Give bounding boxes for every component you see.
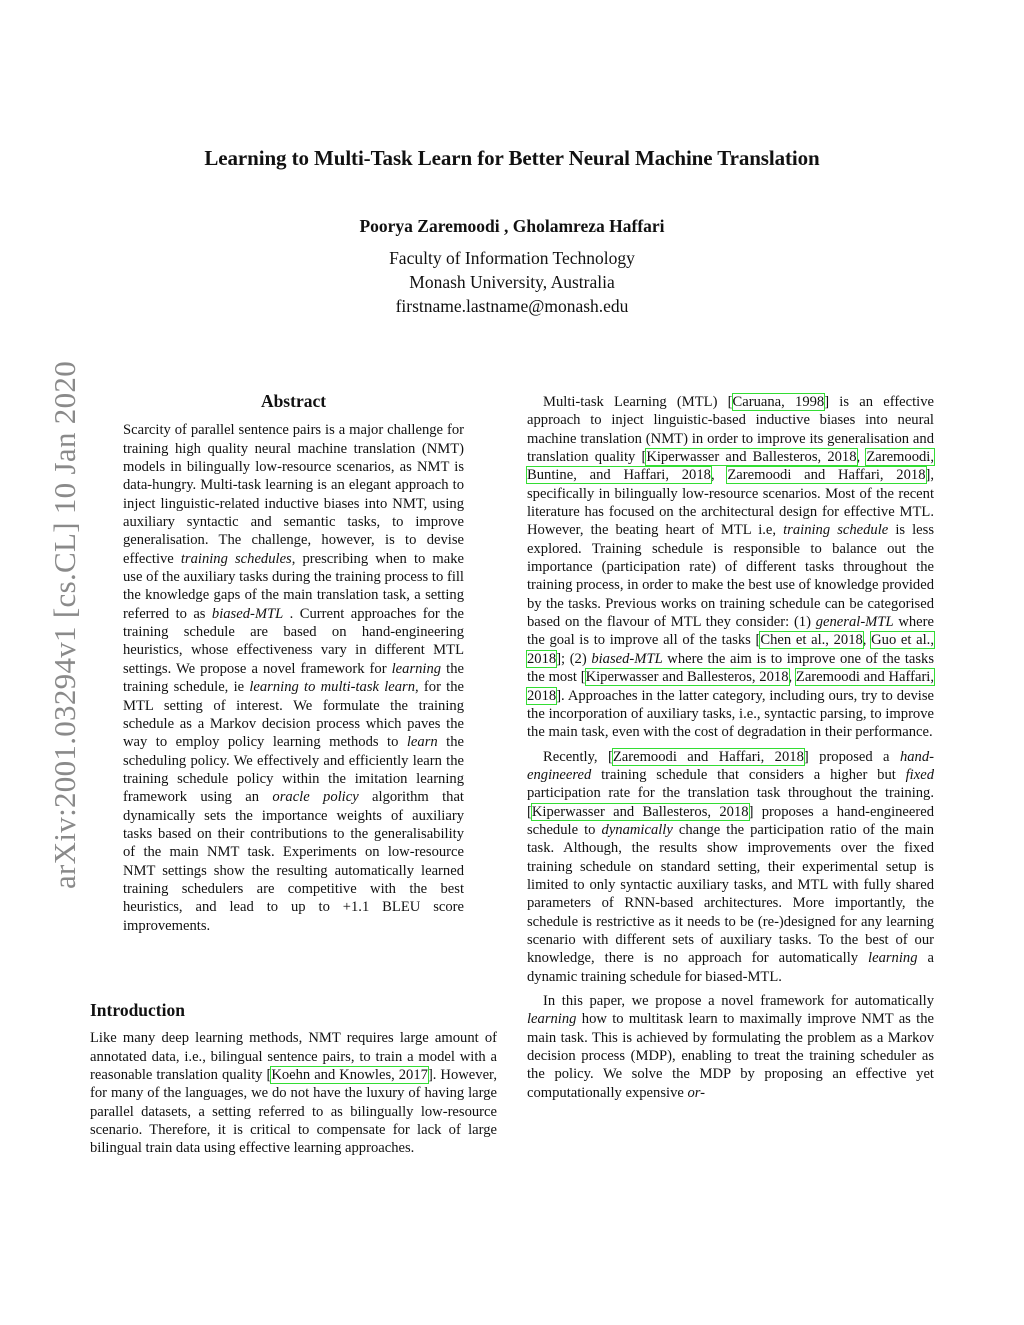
citation-link[interactable]: Zaremoodi, Buntine, and Haffari, 2018 bbox=[527, 449, 935, 484]
abstract-text: Scarcity of parallel sentence pairs is a major challenge for training high quality neural machine translation (NMT) models in bilingually low-resource scenarios, as NMT is data-hungry. Multi-task learning is an elegant approach to inject linguistic-related inductive biases into NMT, using auxiliary syntactic and semantic tasks, to improve generalisation. The challenge, however, is to devise effective training schedules, prescribing when to make use of the auxiliary tasks during the training process to fill the knowledge gaps of the main translation task, a setting referred to as biased-MTL . Current approaches for the training schedule are based on hand-engineering heuristics, whose effectiveness vary in different MTL settings. We propose a novel framework for learning the training schedule, ie learning to multi-task learn, for the MTL setting of interest. We formulate the training schedule as a Markov decision process which paves the way to employ policy learning methods to learn the scheduling policy. We effectively and efficiently learn the training schedule policy within the imitation learning framework using an oracle policy algorithm that dynamically sets the importance weights of auxiliary tasks based on their contributions to the generalisability of the main NMT task. Experiments on low-resource NMT settings show the resulting automatically learned training schedulers are competitive with the best heuristics, and lead to up to +1.1 BLEU score improvements. bbox=[123, 422, 465, 934]
affiliation-email: firstname.lastname@monash.edu bbox=[395, 296, 629, 316]
citation-link[interactable]: Kiperwasser and Ballesteros, 2018 bbox=[531, 803, 749, 820]
abstract-section bbox=[123, 392, 464, 935]
abstract-heading: Abstract bbox=[260, 391, 327, 411]
affiliation-line: Monash University, Australia bbox=[409, 272, 615, 292]
citation-link[interactable]: Zaremoodi and Haffari, 2018 bbox=[612, 748, 804, 765]
mtl-paragraph: Multi-task Learning (MTL) [Caruana, 1998] is an effective approach to inject linguistic-based inductive biases into neural machine translation (NMT) in order to improve its generalisation and translation quality [Kiperwasser and Ballesteros, 2018, Zaremoodi, Buntine, and Haffari, 2018, Zaremoodi and Haffari, 2018], specifically in bilingually low-resource scenarios. Most of the recent literature has focused on the architectural design for effective MTL. However, the beating heart of MTL i.e, training schedule is less explored. Training schedule is responsible to balance out the importance (participation rate) of different tasks throughout the training process, in order to make the best use of knowledge provided by the tasks. Previous works on training schedule can be categorised based on the flavour of MTL they consider: (1) general-MTL where the goal is to improve all of the tasks [Chen et al., 2018, Guo et al., 2018]; (2) biased-MTL where the aim is to improve one of the tasks the most [Kiperwasser and Ballesteros, 2018, Zaremoodi and Haffari, 2018]. Approaches in the latter category, including ours, try to devise the incorporation of auxiliary tasks, i.e., syntactic parsing, to improve the main task, even with the cost of degradation in their performance. bbox=[527, 394, 935, 741]
citation-link[interactable]: Zaremoodi and Haffari, 2018 bbox=[527, 669, 935, 704]
affiliation bbox=[200, 246, 824, 318]
citation-link[interactable]: Caruana, 1998 bbox=[732, 394, 825, 410]
recently-paragraph: Recently, [Zaremoodi and Haffari, 2018] proposed a hand-engineered training schedule that considers a higher but fixed participation rate for the translation task throughout the training. [Kiperwasser and Ballesteros, 2018] proposes a hand-engineered schedule to dynamically change the participation ratio of the main task. Although, the results show improvements over the fixed training schedule on standard setting, their experimental setup is limited to only syntactic auxiliary tasks, and MTL with fully shared parameters of RNN-based architectures. More importantly, the schedule is restrictive as it needs to be (re-)designed for any learning scenario with different sets of auxiliary tasks. To the best of our knowledge, there is no approach for automatically learning a dynamic training schedule for biased-MTL. bbox=[527, 748, 935, 985]
introduction-heading: Introduction bbox=[90, 1000, 185, 1020]
paper-title: Learning to Multi-Task Learn for Better Neural Machine Translation bbox=[204, 146, 820, 170]
citation-link[interactable]: Guo et al., 2018 bbox=[527, 632, 934, 667]
affiliation-line: Faculty of Information Technology bbox=[389, 248, 635, 268]
citation-link[interactable]: Zaremoodi and Haffari, 2018 bbox=[727, 467, 926, 484]
arxiv-stamp: arXiv:2001.03294v1 [cs.CL] 10 Jan 2020 bbox=[47, 360, 82, 889]
citation-link[interactable]: Chen et al., 2018 bbox=[760, 632, 863, 649]
introduction-section bbox=[90, 1001, 497, 1158]
citation-link[interactable]: Kiperwasser and Ballesteros, 2018 bbox=[585, 669, 789, 686]
right-column bbox=[527, 393, 934, 1102]
this-paper-paragraph: In this paper, we propose a novel framework for automatically learning how to multitask learn to maximally improve NMT as the main task. This is achieved by formulating the problem as a Markov decision process (MDP), enabling to treat the training scheduler as the policy. We solve the MDP by proposing an effective yet computationally expensive or- bbox=[527, 993, 934, 1101]
citation-link[interactable]: Koehn and Knowles, 2017 bbox=[271, 1067, 428, 1084]
author-list: Poorya Zaremoodi , Gholamreza Haffari bbox=[359, 216, 665, 236]
introduction-paragraph: Like many deep learning methods, NMT requires large amount of annotated data, i.e., bilingual sentence pairs, to train a model with a reasonable translation quality [Koehn and Knowles, 2017]. However, for many of the languages, we do not have the luxury of having large parallel datasets, a setting referred to as bilingually low-resource scenario. Therefore, it is critical to compensate for lack of large bilingual train data using effective learning approaches. bbox=[90, 1030, 497, 1157]
citation-link[interactable]: Kiperwasser and Ballesteros, 2018 bbox=[646, 449, 857, 466]
